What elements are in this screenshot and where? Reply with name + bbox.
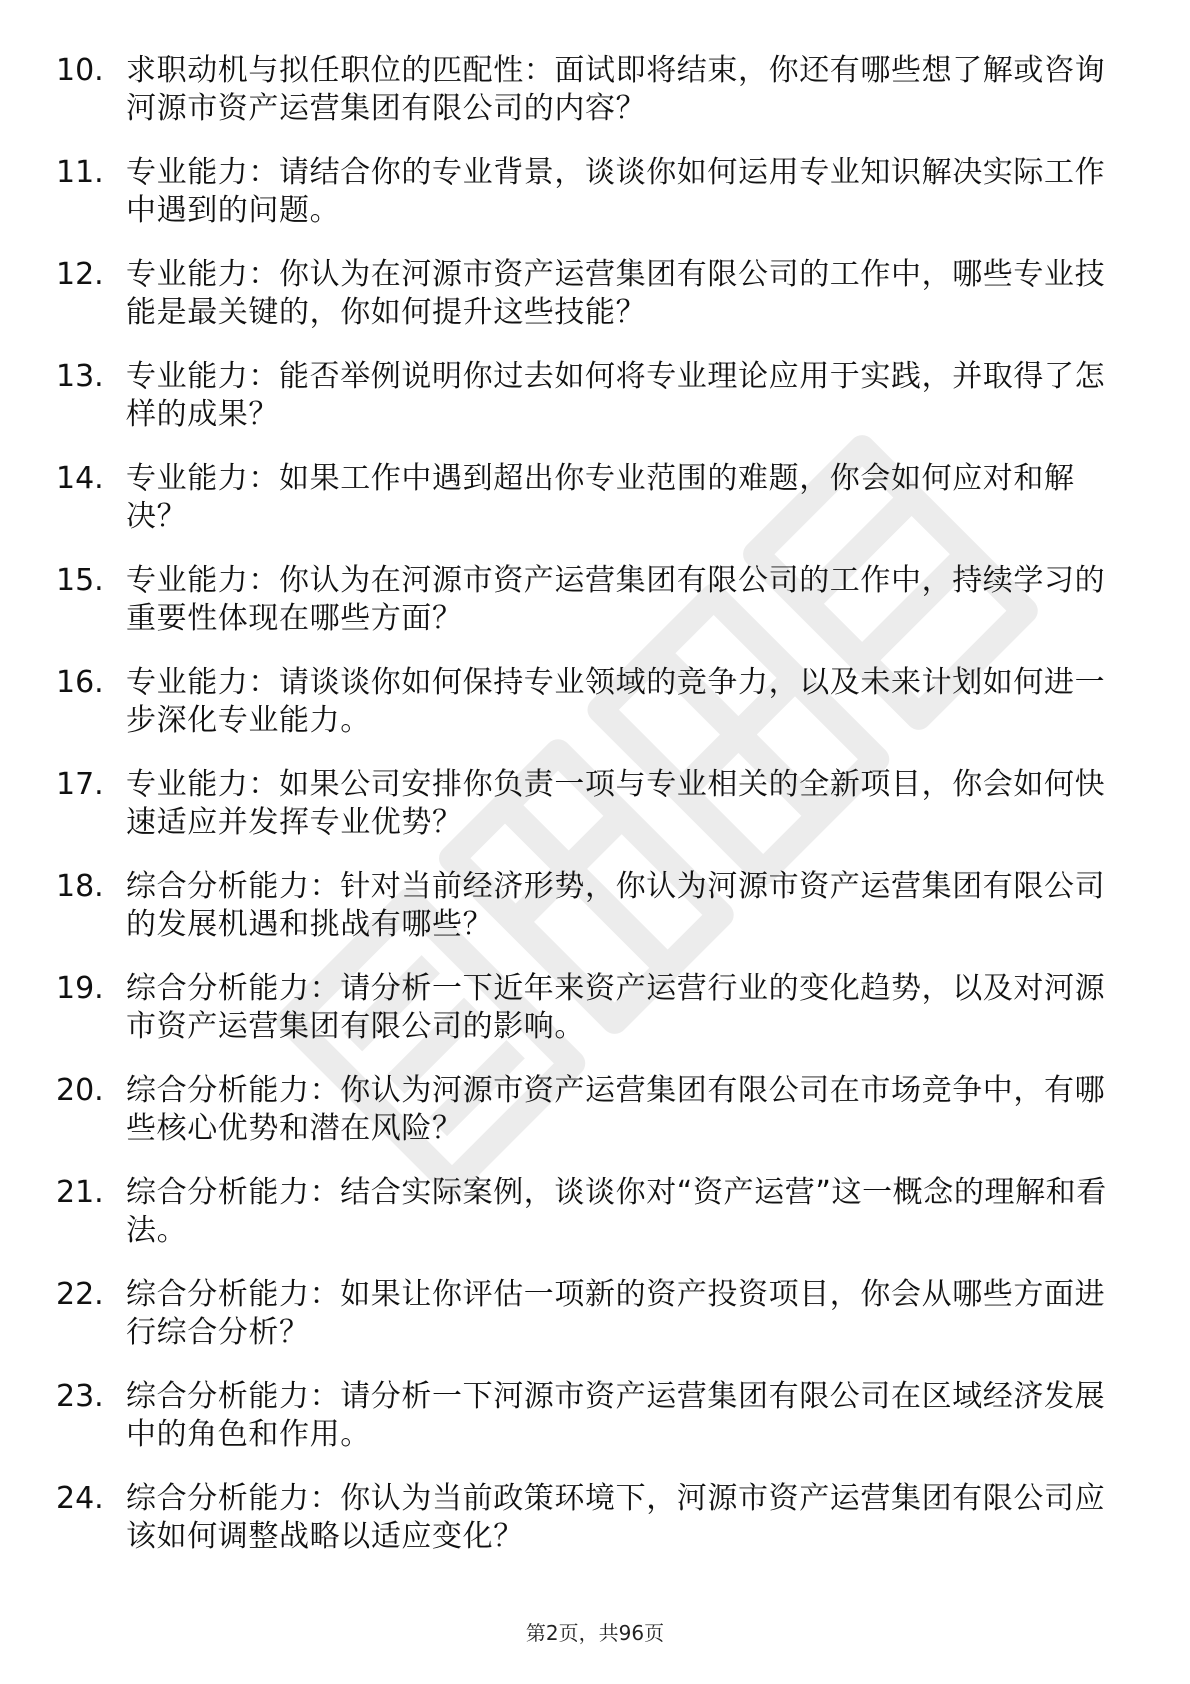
question-list: [0, 52, 1190, 1582]
question-text: 综合分析能力：如果让你评估一项新的资产投资项目，你会从哪些方面进行综合分析？: [126, 1277, 1106, 1350]
question-number: 12.: [56, 257, 104, 292]
question-number: 19.: [56, 971, 104, 1006]
question-number: 18.: [56, 869, 104, 904]
question-item: [0, 1378, 1190, 1480]
question-text: 综合分析能力：你认为河源市资产运营集团有限公司在市场竞争中，有哪些核心优势和潜在风险？: [126, 1073, 1106, 1146]
question-item: [0, 154, 1190, 256]
question-number: 21.: [56, 1175, 104, 1210]
question-number: 17.: [56, 767, 104, 802]
question-number: 23.: [56, 1379, 104, 1414]
question-number: 14.: [56, 461, 104, 496]
question-text: 综合分析能力：针对当前经济形势，你认为河源市资产运营集团有限公司的发展机遇和挑战有哪些？: [126, 869, 1106, 942]
question-text: 求职动机与拟任职位的匹配性：面试即将结束，你还有哪些想了解或咨询河源市资产运营集团有限公司的内容？: [126, 53, 1106, 126]
question-text: 综合分析能力：你认为当前政策环境下，河源市资产运营集团有限公司应该如何调整战略以适应变化？: [126, 1481, 1106, 1554]
question-item: [0, 256, 1190, 358]
question-item: [0, 1480, 1190, 1582]
question-number: 11.: [56, 155, 104, 190]
question-item: [0, 562, 1190, 664]
question-text: 专业能力：能否举例说明你过去如何将专业理论应用于实践，并取得了怎样的成果？: [126, 359, 1106, 432]
question-text: 专业能力：你认为在河源市资产运营集团有限公司的工作中，持续学习的重要性体现在哪些方面？: [126, 563, 1106, 636]
question-item: [0, 1072, 1190, 1174]
question-item: [0, 1174, 1190, 1276]
question-text: 综合分析能力：请分析一下近年来资产运营行业的变化趋势，以及对河源市资产运营集团有限公司的影响。: [126, 971, 1106, 1044]
question-number: 10.: [56, 53, 104, 88]
question-number: 15.: [56, 563, 104, 598]
question-text: 专业能力：如果公司安排你负责一项与专业相关的全新项目，你会如何快速适应并发挥专业优势？: [126, 767, 1106, 840]
question-item: [0, 358, 1190, 460]
question-text: 专业能力：如果工作中遇到超出你专业范围的难题，你会如何应对和解决？: [126, 461, 1075, 534]
question-number: 13.: [56, 359, 104, 394]
question-item: [0, 868, 1190, 970]
question-item: [0, 52, 1190, 154]
question-number: 24.: [56, 1481, 104, 1516]
question-item: [0, 1276, 1190, 1378]
question-text: 综合分析能力：请分析一下河源市资产运营集团有限公司在区域经济发展中的角色和作用。: [126, 1379, 1106, 1452]
question-text: 专业能力：请结合你的专业背景，谈谈你如何运用专业知识解决实际工作中遇到的问题。: [126, 155, 1106, 228]
question-text: 专业能力：请谈谈你如何保持专业领域的竞争力，以及未来计划如何进一步深化专业能力。: [126, 665, 1106, 738]
page-number-footer: 第2页，共96页: [525, 1621, 665, 1645]
question-item: [0, 460, 1190, 562]
question-number: 20.: [56, 1073, 104, 1108]
question-number: 16.: [56, 665, 104, 700]
question-item: [0, 970, 1190, 1072]
question-text: 专业能力：你认为在河源市资产运营集团有限公司的工作中，哪些专业技能是最关键的，你如何提升这些技能？: [126, 257, 1106, 330]
question-item: [0, 664, 1190, 766]
question-text: 综合分析能力：结合实际案例，谈谈你对“资产运营”这一概念的理解和看法。: [126, 1175, 1107, 1248]
question-item: [0, 766, 1190, 868]
question-number: 22.: [56, 1277, 104, 1312]
